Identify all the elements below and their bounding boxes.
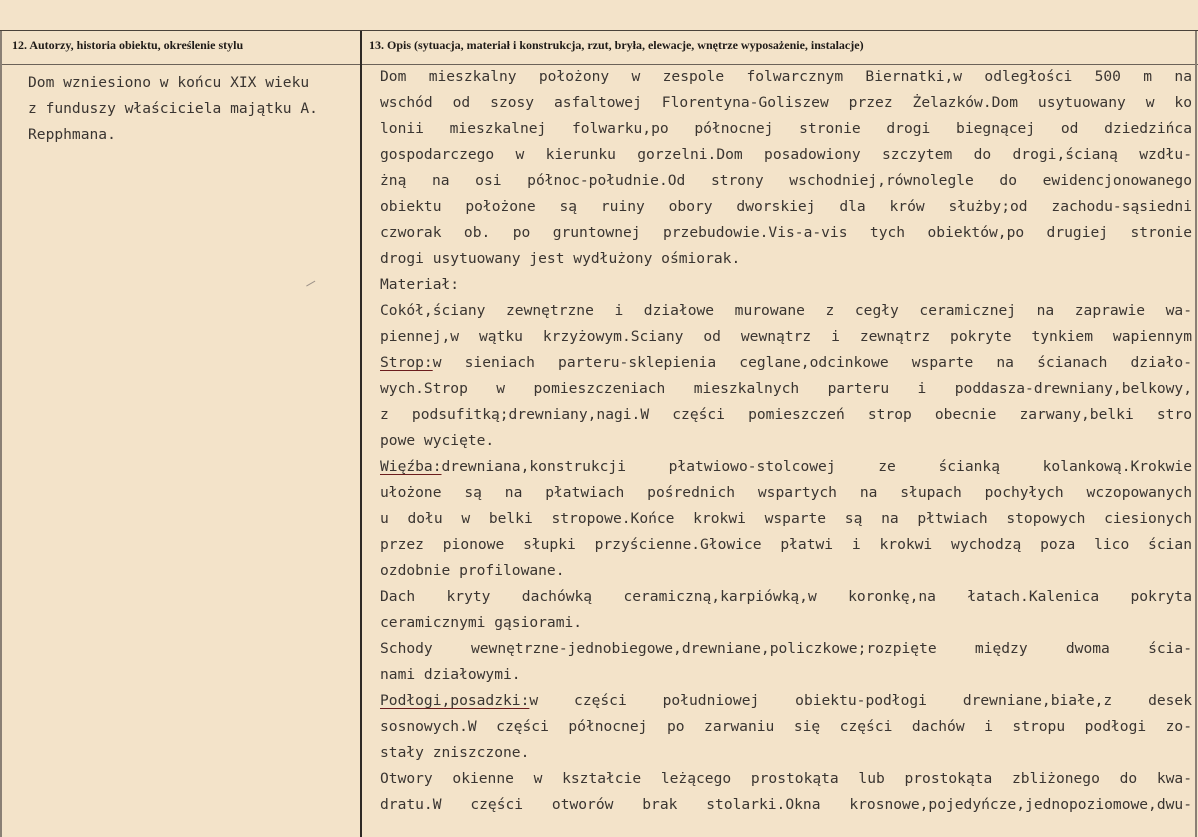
description-line	[380, 740, 1192, 766]
line-text: ułożone są na płatwiach pośrednich wspartych na słupach pochyłych wczopowanych	[380, 484, 1192, 501]
description-line	[380, 350, 1192, 376]
description-line	[380, 558, 1192, 584]
description-line	[380, 792, 1192, 818]
line-text: żną na osi północ-południe.Od strony wschodniej,równolegle do ewidencjonowanego	[380, 172, 1192, 189]
description-line	[380, 272, 1192, 298]
description-line	[380, 714, 1192, 740]
line-text: sosnowych.W części północnej po zarwaniu się części dachów i stropu podłogi zo-	[380, 718, 1192, 735]
line-text: Otwory okienne w kształcie leżącego prostokąta lub prostokąta zbliżonego do kwa-	[380, 770, 1192, 787]
description-line	[380, 64, 1192, 90]
history-line: Repphmana.	[28, 126, 116, 143]
line-text: piennej,w wątku krzyżowym.Sciany od wewnątrz i zewnątrz pokryte tynkiem wapiennym	[380, 328, 1192, 345]
line-text: czworak ob. po gruntownej przebudowie.Vis-a-vis tych obiektów,po drugiej stronie	[380, 224, 1192, 241]
underlined-heading: Więźba:	[380, 458, 442, 475]
right-border	[1195, 31, 1197, 837]
line-text: obiektu położone są ruiny obory dworskiej dla krów służby;od zachodu-sąsiedni	[380, 198, 1192, 215]
description-line	[380, 506, 1192, 532]
description-line	[380, 688, 1192, 714]
description-line	[380, 662, 1192, 688]
line-text: wschód od szosy asfaltowej Florentyna-Goliszew przez Żelazków.Dom usytuowany w ko	[380, 94, 1192, 111]
description-line	[380, 480, 1192, 506]
line-text: gospodarczego w kierunku gorzelni.Dom posadowiony szczytem do drogi,ścianą wzdłu-	[380, 146, 1192, 163]
pencil-mark	[306, 281, 316, 288]
line-text: Schody wewnętrzne-jednobiegowe,drewniane,policzkowe;rozpięte między dwoma ścia-	[380, 640, 1192, 657]
line-text: Dach kryty dachówką ceramiczną,karpiówką,w koronkę,na łatach.Kalenica pokryta	[380, 588, 1192, 605]
description-line	[380, 584, 1192, 610]
line-text: z podsufitką;drewniany,nagi.W części pomieszczeń strop obecnie zarwany,belki stro	[380, 406, 1192, 423]
description-line	[380, 428, 1192, 454]
description-line	[380, 194, 1192, 220]
description-text	[380, 64, 1192, 818]
line-text: w części południowej obiektu-podłogi drewniane,białe,z desek	[529, 692, 1192, 709]
history-line: Dom wzniesiono w końcu XIX wieku	[28, 74, 310, 91]
description-line	[380, 168, 1192, 194]
description-line	[380, 636, 1192, 662]
line-text: lonii mieszkalnej folwarku,po północnej stronie drogi biegnącej od dziedzińca	[380, 120, 1192, 137]
description-line	[380, 532, 1192, 558]
line-text: drewniana,konstrukcji płatwiowo-stolcowej ze ścianką kolankową.Krokwie	[441, 458, 1192, 475]
description-line	[380, 324, 1192, 350]
history-text	[28, 70, 353, 148]
history-line: z funduszy właściciela majątku A.	[28, 100, 318, 117]
description-line	[380, 90, 1192, 116]
line-text: Materiał:	[380, 276, 460, 293]
description-line	[380, 402, 1192, 428]
description-line	[380, 116, 1192, 142]
line-text: stały zniszczone.	[380, 744, 530, 761]
description-line	[380, 766, 1192, 792]
line-text: u dołu w belki stropowe.Końce krokwi wsparte są na płtwiach stopowych ciesionych	[380, 510, 1192, 527]
line-text: przez pionowe słupki przyścienne.Głowice płatwi i krokwi wychodzą poza lico ścian	[380, 536, 1192, 553]
line-text: Dom mieszkalny położony w zespole folwarcznym Biernatki,w odległości 500 m na	[380, 68, 1192, 85]
line-text: ozdobnie profilowane.	[380, 562, 565, 579]
line-text: powe wycięte.	[380, 432, 495, 449]
section-12-header: 12. Autorzy, historia obiektu, określenie stylu	[12, 38, 244, 52]
top-rule	[0, 30, 1198, 31]
column-divider	[360, 31, 362, 837]
description-line	[380, 610, 1192, 636]
line-text: Cokół,ściany zewnętrzne i działowe murowane z cegły ceramicznej na zaprawie wa-	[380, 302, 1192, 319]
description-line	[380, 454, 1192, 480]
line-text: w sieniach parteru-sklepienia ceglane,odcinkowe wsparte na ścianach działo-	[432, 354, 1192, 371]
left-border	[0, 31, 2, 837]
line-text: ceramicznymi gąsiorami.	[380, 614, 583, 631]
line-text: nami działowymi.	[380, 666, 521, 683]
description-line	[380, 142, 1192, 168]
line-text: drogi usytuowany jest wydłużony ośmiorak.	[380, 250, 741, 267]
line-text: wych.Strop w pomieszczeniach mieszkalnych parteru i poddasza-drewniany,belkowy,	[380, 380, 1192, 397]
line-text: dratu.W części otworów brak stolarki.Okna krosnowe,pojedyńcze,jednopoziomowe,dwu-	[380, 796, 1192, 813]
description-line	[380, 376, 1192, 402]
section-13-header: 13. Opis (sytuacja, materiał i konstrukcja, rzut, bryła, elewacje, wnętrze wyposażenie, instalacje)	[369, 38, 864, 52]
description-line	[380, 220, 1192, 246]
description-line	[380, 298, 1192, 324]
underlined-heading: Strop:	[380, 354, 433, 371]
description-line	[380, 246, 1192, 272]
underlined-heading: Podłogi,posadzki:	[380, 692, 530, 709]
